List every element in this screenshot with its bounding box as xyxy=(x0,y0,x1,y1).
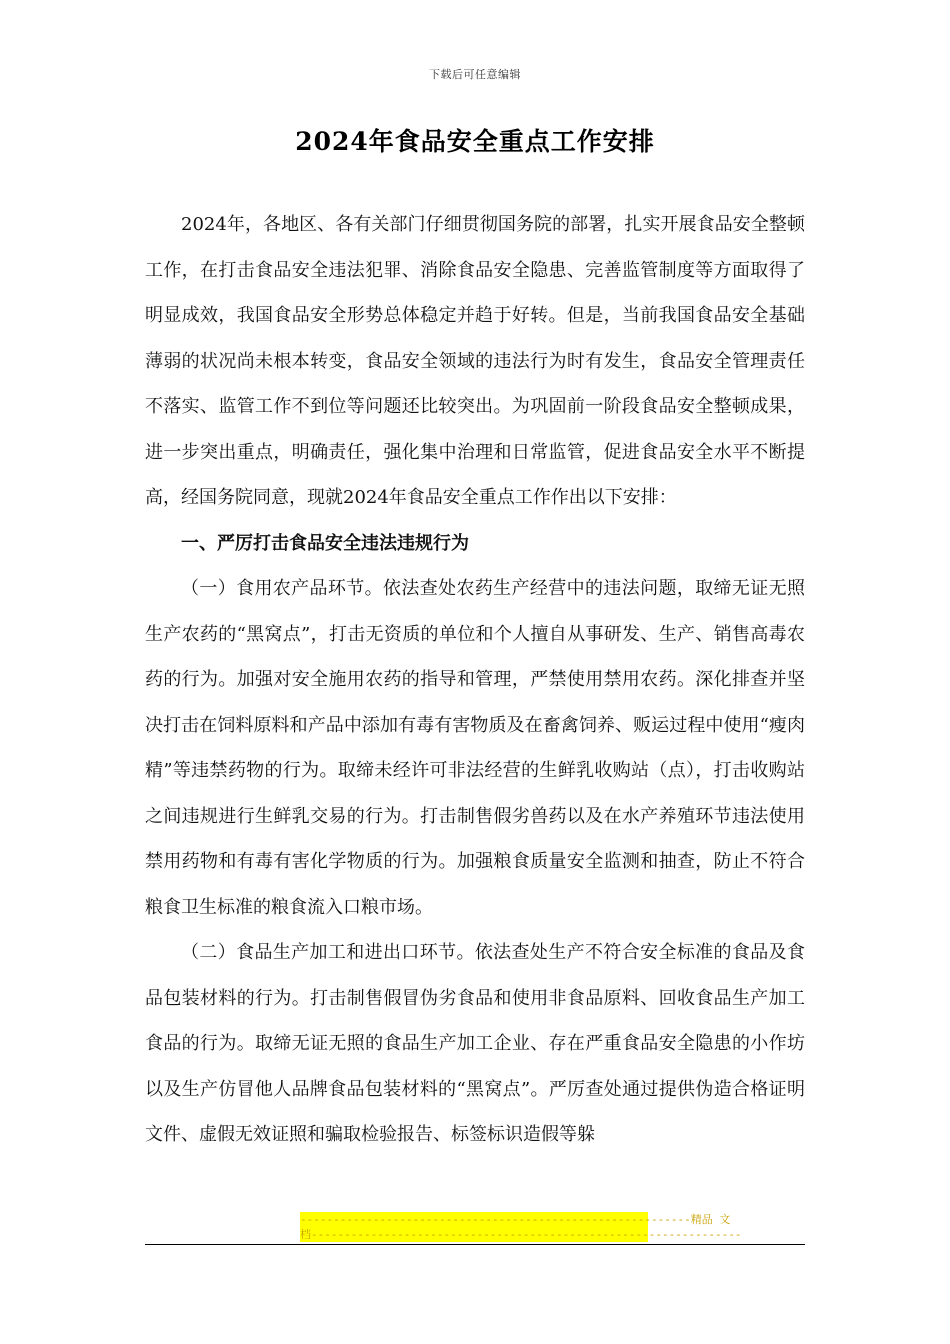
section-paragraph-2: （二）食品生产加工和进出口环节。依法查处生产不符合安全标准的食品及食品包装材料的行为。打击制售假冒伪劣食品和使用非食品原料、回收食品生产加工食品的行为。取缔无证无照的食品生产加工企业、存在严重食品安全隐患的小作坊以及生产仿冒他人品牌食品包装材料的“黑窝点”。严厉查处通过提供伪造合格证明文件、虚假无效证照和骗取检验报告、标签标识造假等躲 xyxy=(145,942,805,1145)
section-paragraph-1: （一）食用农产品环节。依法查处农药生产经营中的违法问题，取缔无证无照生产农药的“黑窝点”，打击无资质的单位和个人擅自从事研发、生产、销售高毒农药的行为。加强对安全施用农药的指导和管理，严禁使用禁用农药。深化排查并坚决打击在饲料原料和产品中添加有毒有害物质及在畜禽饲养、贩运过程中使用“瘦肉精”等违禁药物的行为。取缔未经许可非法经营的生鲜乳收购站（点），打击收购站之间违规进行生鲜乳交易的行为。打击制售假劣兽药以及在水产养殖环节违法使用禁用药物和有毒有害化学物质的行为。加强粮食质量安全监测和抽查，防止不符合粮食卫生标准的粮食流入口粮市场。 xyxy=(145,578,805,918)
intro-paragraph: 2024年，各地区、各有关部门仔细贯彻国务院的部署，扎实开展食品安全整顿工作，在打击食品安全违法犯罪、消除食品安全隐患、完善监管制度等方面取得了明显成效，我国食品安全形势总体稳定并趋于好转。但是，当前我国食品安全基础薄弱的状况尚未根本转变，食品安全领域的违法行为时有发生，食品安全管理责任不落实、监管工作不到位等问题还比较突出。为巩固前一阶段食品安全整顿成果，进一步突出重点，明确责任，强化集中治理和日常监管，促进食品安全水平不断提高，经国务院同意，现就2024年食品安全重点工作作出以下安排： xyxy=(145,214,805,508)
footer-watermark xyxy=(300,1212,742,1242)
header-note: 下载后可任意编辑 xyxy=(429,68,521,81)
footer-line-1: -----------------------------------------------------------精品 文 xyxy=(300,1213,731,1226)
footer-divider xyxy=(145,1244,805,1245)
footer-line-2: 档----------------------------------------------------------------- xyxy=(300,1228,742,1241)
section-heading: 一、严厉打击食品安全违法违规行为 xyxy=(181,532,469,554)
document-title: 2024年食品安全重点工作安排 xyxy=(295,127,655,156)
document-body xyxy=(145,202,805,1158)
